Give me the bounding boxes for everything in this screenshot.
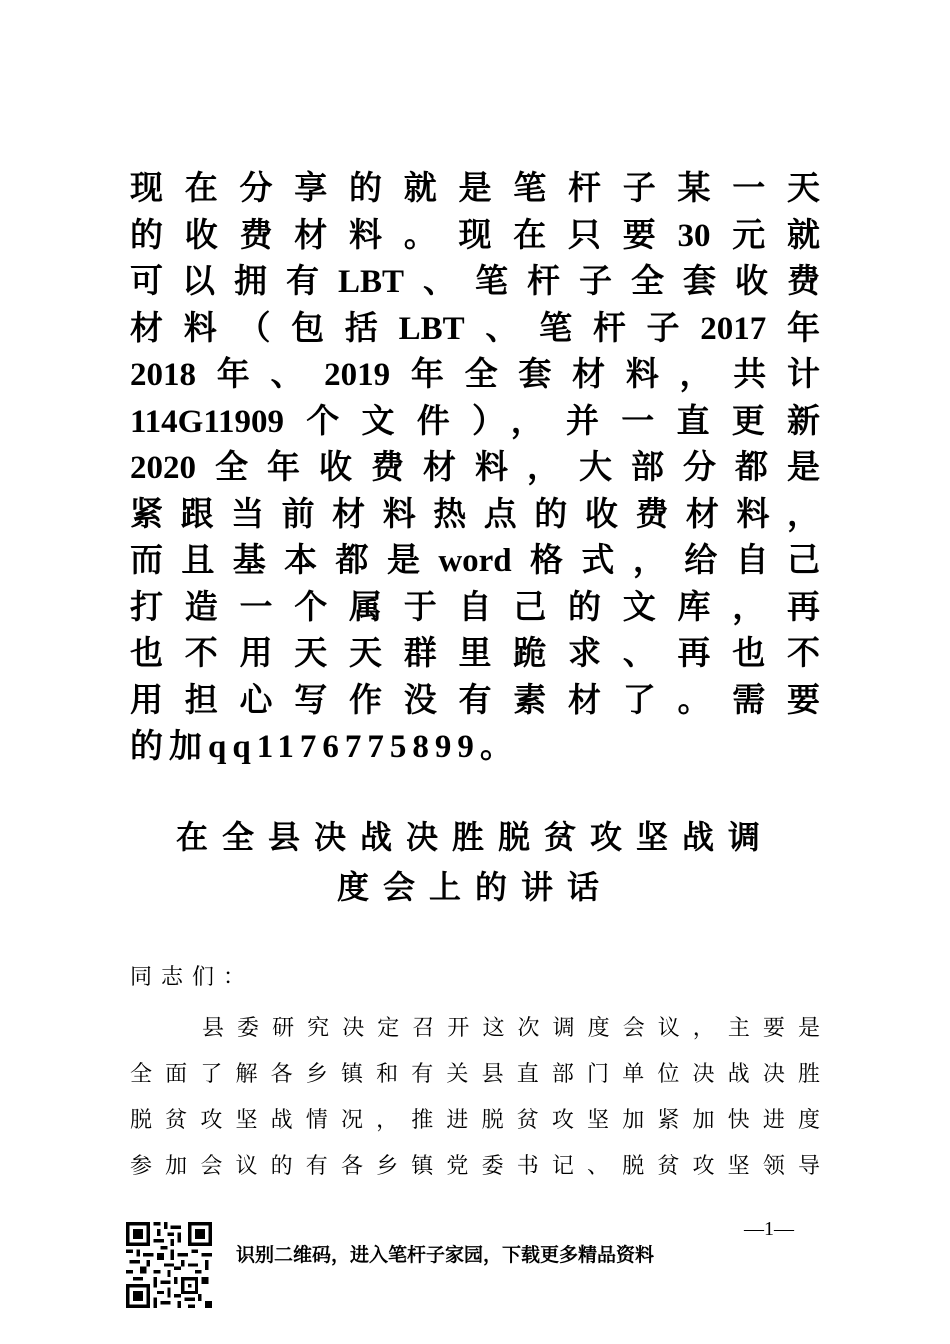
promo-paragraph (130, 166, 820, 771)
promo-line: 材料（包括LBT、笔杆子2017年 (130, 310, 820, 347)
promo-line: 用担心写作没有素材了。需要 (130, 682, 820, 719)
footer-caption: 识别二维码，进入笔杆子家园，下载更多精品资料 (236, 1244, 655, 1266)
document-title (120, 812, 830, 912)
page-number: —1— (744, 1218, 794, 1240)
promo-line: 而且基本都是word格式，给自己 (130, 543, 820, 579)
promo-line: 2020全年收费材料，大部分都是 (130, 450, 820, 486)
body-paragraph (130, 1006, 820, 1190)
promo-line: 2018年、2019年全套材料，共计 (130, 357, 820, 393)
title-line-1: 在全县决战决胜脱贫攻坚战调 (175, 818, 774, 856)
promo-line: 的加qq1176775899。 (130, 729, 519, 765)
promo-line: 可以拥有LBT、笔杆子全套收费 (130, 264, 820, 300)
salutation: 同志们： (130, 965, 255, 990)
promo-line: 现在分享的就是笔杆子某一天 (130, 171, 820, 207)
body-line: 脱贫攻坚战情况，推进脱贫攻坚加紧加快进度 (130, 1108, 820, 1133)
promo-line: 打造一个属于自己的文库，再 (130, 589, 820, 626)
title-line-2: 度会上的讲话 (336, 868, 613, 906)
promo-line: 的收费材料。现在只要30元就 (130, 217, 820, 254)
promo-line: 也不用天天群里跪求、再也不 (130, 636, 820, 672)
body-line: 参加会议的有各乡镇党委书记、脱贫攻坚领导 (130, 1154, 820, 1179)
promo-line: 114G11909个文件），并一直更新 (130, 403, 820, 440)
body-line: 县委研究决定召开这次调度会议，主要是 (202, 1016, 820, 1041)
body-line: 全面了解各乡镇和有关县直部门单位决战决胜 (130, 1062, 820, 1087)
promo-line: 紧跟当前材料热点的收费材料， (130, 496, 820, 533)
qr-code-icon (126, 1222, 212, 1308)
